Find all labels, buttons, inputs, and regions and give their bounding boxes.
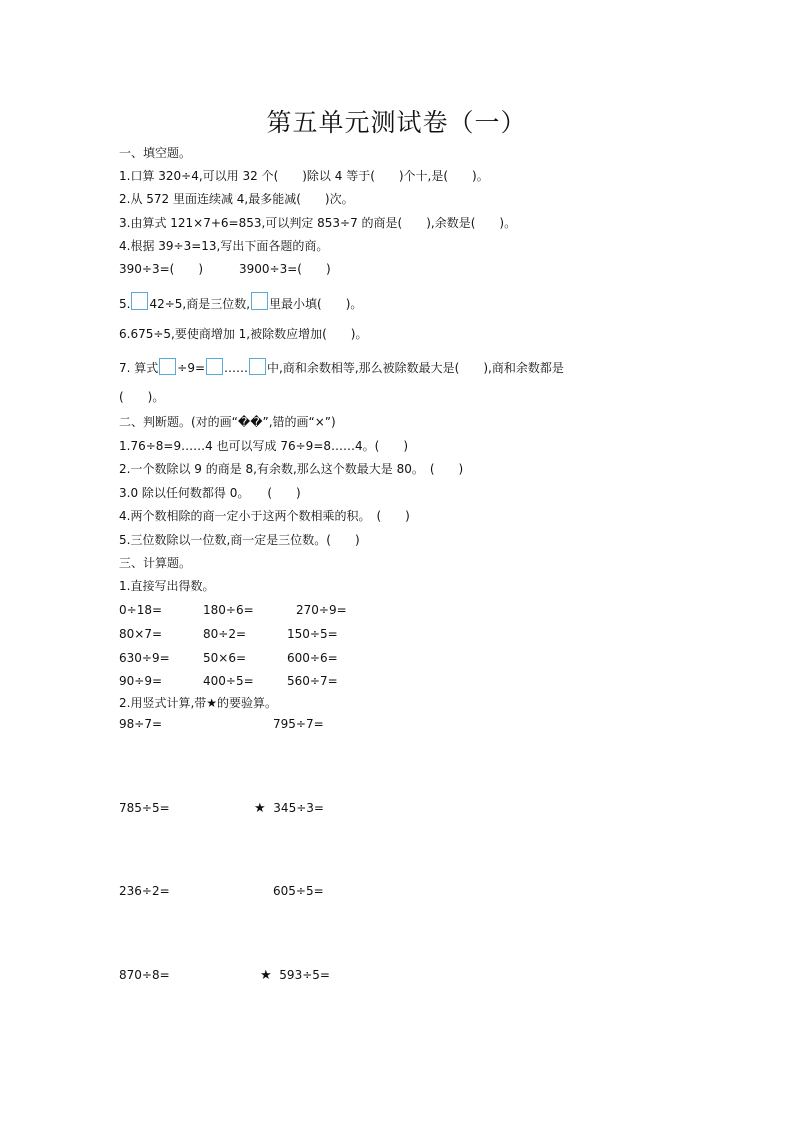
oral-calc-item: 270÷9= bbox=[296, 603, 347, 617]
vertical-calc-expression: 345÷3= bbox=[273, 801, 324, 815]
oral-calc-item: 0÷18= bbox=[119, 603, 163, 617]
section-heading-fill-blank: 一、填空题。 bbox=[119, 146, 192, 160]
question-2: 2.从 572 里面连续减 4,最多能减( )次。 bbox=[119, 192, 354, 206]
star-icon: ★ bbox=[254, 801, 266, 816]
question-7-dots: …… bbox=[224, 361, 249, 375]
oral-calc-item: 630÷9= bbox=[119, 651, 170, 665]
question-4b: 3900÷3=( ) bbox=[239, 262, 331, 276]
judgment-item-3: 3.0 除以任何数都得 0。 ( ) bbox=[119, 486, 301, 500]
question-7-suffix: 中,商和余数相等,那么被除数最大是( ),商和余数都是 bbox=[267, 361, 564, 375]
calc-subheading-vertical: 2.用竖式计算,带★的要验算。 bbox=[119, 696, 278, 710]
question-4: 4.根据 39÷3=13,写出下面各题的商。 bbox=[119, 239, 329, 253]
section-heading-calculation: 三、计算题。 bbox=[119, 556, 192, 570]
blank-box[interactable] bbox=[131, 292, 148, 310]
vertical-calc-item-check bbox=[260, 967, 330, 984]
vertical-calc-item: 98÷7= bbox=[119, 717, 163, 731]
calc-subheading-direct: 1.直接写出得数。 bbox=[119, 579, 215, 593]
judgment-item-5: 5.三位数除以一位数,商一定是三位数。( ) bbox=[119, 533, 360, 547]
question-7-divide: ÷9= bbox=[177, 361, 206, 375]
question-6: 6.675÷5,要使商增加 1,被除数应增加( )。 bbox=[119, 327, 368, 341]
question-5-suffix: 里最小填( )。 bbox=[269, 297, 363, 311]
section-heading-judgment: 二、判断题。(对的画“��”,错的画“×”) bbox=[119, 415, 336, 429]
oral-calc-item: 80×7= bbox=[119, 627, 163, 641]
vertical-calc-item-check bbox=[254, 800, 324, 817]
blank-box[interactable] bbox=[206, 358, 223, 375]
oral-calc-item: 50×6= bbox=[203, 651, 247, 665]
blank-box[interactable] bbox=[249, 358, 266, 375]
oral-calc-item: 90÷9= bbox=[119, 674, 163, 688]
question-7 bbox=[119, 358, 564, 376]
vertical-calc-item: 795÷7= bbox=[273, 717, 324, 731]
vertical-calc-item: 785÷5= bbox=[119, 801, 170, 815]
vertical-calc-item: 605÷5= bbox=[273, 884, 324, 898]
question-1: 1.口算 320÷4,可以用 32 个( )除以 4 等于( )个十,是( )。 bbox=[119, 169, 489, 183]
oral-calc-item: 80÷2= bbox=[203, 627, 247, 641]
oral-calc-item: 560÷7= bbox=[287, 674, 338, 688]
oral-calc-item: 400÷5= bbox=[203, 674, 254, 688]
judgment-item-4: 4.两个数相除的商一定小于这两个数相乘的积。 ( ) bbox=[119, 509, 410, 523]
question-5-middle: 42÷5,商是三位数, bbox=[149, 297, 251, 311]
vertical-calc-expression: 593÷5= bbox=[279, 968, 330, 982]
oral-calc-item: 180÷6= bbox=[203, 603, 254, 617]
blank-box[interactable] bbox=[251, 292, 268, 310]
question-5 bbox=[119, 292, 362, 312]
question-7-continued: ( )。 bbox=[119, 390, 165, 404]
question-7-prefix: 7. 算式 bbox=[119, 361, 159, 375]
question-3: 3.由算式 121×7+6=853,可以判定 853÷7 的商是( ),余数是( )。 bbox=[119, 216, 517, 230]
page-title: 第五单元测试卷（一） bbox=[266, 108, 527, 137]
question-4a: 390÷3=( ) bbox=[119, 262, 204, 276]
oral-calc-item: 150÷5= bbox=[287, 627, 338, 641]
oral-calc-item: 600÷6= bbox=[287, 651, 338, 665]
question-5-prefix: 5. bbox=[119, 297, 131, 311]
judgment-item-1: 1.76÷8=9……4 也可以写成 76÷9=8……4。( ) bbox=[119, 439, 409, 453]
vertical-calc-item: 236÷2= bbox=[119, 884, 170, 898]
vertical-calc-item: 870÷8= bbox=[119, 968, 170, 982]
blank-box[interactable] bbox=[159, 358, 176, 375]
judgment-item-2: 2.一个数除以 9 的商是 8,有余数,那么这个数最大是 80。 ( ) bbox=[119, 462, 464, 476]
star-icon: ★ bbox=[260, 968, 272, 983]
